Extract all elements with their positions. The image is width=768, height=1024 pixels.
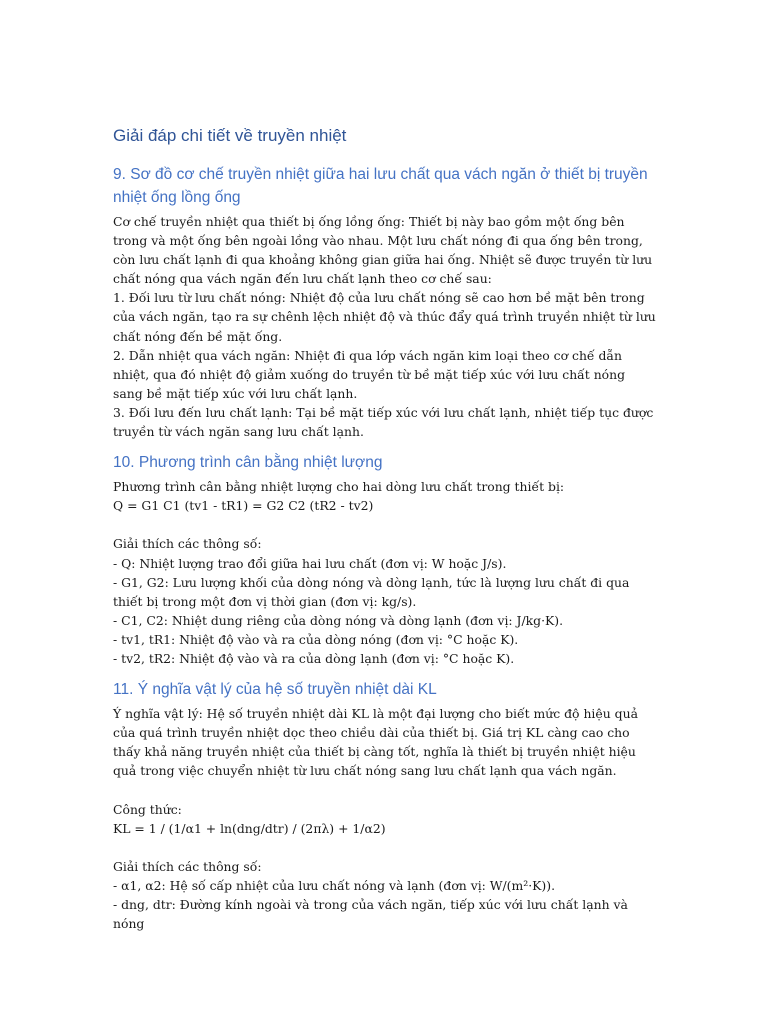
- blank-line: [113, 780, 658, 799]
- paragraph: Phương trình cân bằng nhiệt lượng cho hai dòng lưu chất trong thiết bị:: [113, 479, 565, 495]
- document-content: [113, 124, 658, 943]
- list-item: - Q: Nhiệt lượng trao đổi giữa hai lưu chất (đơn vị: W hoặc J/s).: [113, 555, 507, 571]
- list-item: - α1, α2: Hệ số cấp nhiệt của lưu chất nóng và lạnh (đơn vị: W/(m²·K)).: [113, 877, 556, 893]
- list-item: - C1, C2: Nhiệt dung riêng của dòng nóng và dòng lạnh (đơn vị: J/kg·K).: [113, 612, 564, 628]
- equation: Q = G1 C1 (tv1 - tR1) = G2 C2 (tR2 - tv2): [113, 498, 374, 514]
- section-10: [113, 451, 658, 668]
- paragraph: 3. Đối lưu đến lưu chất lạnh: Tại bề mặt tiếp xúc với lưu chất lạnh, nhiệt tiếp tục được truyền từ vách ngăn sang lưu chất lạnh.: [113, 404, 654, 440]
- document-title: Giải đáp chi tiết về truyền nhiệt: [113, 126, 347, 145]
- paragraph: 2. Dẫn nhiệt qua vách ngăn: Nhiệt đi qua lớp vách ngăn kim loại theo cơ chế dẫn nhiệt, qua đó nhiệt độ giảm xuống do truyền từ bề mặt tiếp xúc với lưu chất nóng sang bề mặt tiếp xúc với lưu chất lạnh.: [113, 347, 626, 401]
- paragraph: Ý nghĩa vật lý: Hệ số truyền nhiệt dài KL là một đại lượng cho biết mức độ hiệu quả của quá trình truyền nhiệt dọc theo chiều dài của thiết bị. Giá trị KL càng cao cho thấy khả năng truyền nhiệt của thiết bị càng tốt, nghĩa là thiết bị truyền nhiệt hiệu quả trong việc chuyển nhiệt từ lưu chất nóng sang lưu chất lạnh qua vách ngăn.: [113, 706, 638, 779]
- paragraph: 1. Đối lưu từ lưu chất nóng: Nhiệt độ của lưu chất nóng sẽ cao hơn bề mặt bên trong của vách ngăn, tạo ra sự chênh lệch nhiệt độ và thúc đẩy quá trình truyền nhiệt từ lưu chất nóng đến bề mặt ống.: [113, 290, 656, 344]
- list-item: - tv2, tR2: Nhiệt độ vào và ra của dòng lạnh (đơn vị: °C hoặc K).: [113, 650, 515, 666]
- list-item: - G1, G2: Lưu lượng khối của dòng nóng và dòng lạnh, tức là lượng lưu chất đi qua thiết bị trong một đơn vị thời gian (đơn vị: kg/s).: [113, 574, 630, 609]
- section-heading: 11. Ý nghĩa vật lý của hệ số truyền nhiệt dài KL: [113, 681, 437, 699]
- blank-line: [113, 838, 658, 857]
- equation: KL = 1 / (1/α1 + ln(dng/dtr) / (2πλ) + 1/α2): [113, 820, 386, 836]
- paragraph: Giải thích các thông số:: [113, 858, 262, 874]
- section-heading: 10. Phương trình cân bằng nhiệt lượng: [113, 454, 383, 472]
- section-11: [113, 678, 658, 933]
- paragraph: Công thức:: [113, 801, 182, 817]
- list-item: - dng, dtr: Đường kính ngoài và trong của vách ngăn, tiếp xúc với lưu chất lạnh và nóng: [113, 897, 628, 932]
- list-item: - tv1, tR1: Nhiệt độ vào và ra của dòng nóng (đơn vị: °C hoặc K).: [113, 631, 519, 647]
- paragraph: Cơ chế truyền nhiệt qua thiết bị ống lồng ống: Thiết bị này bao gồm một ống bên trong và một ống bên ngoài lồng vào nhau. Một lưu chất nóng đi qua ống bên trong, còn lưu chất lạnh đi qua khoảng không gian giữa hai ống. Nhiệt sẽ được truyền từ lưu chất nóng qua vách ngăn đến lưu chất lạnh theo cơ chế sau:: [113, 214, 653, 287]
- paragraph: Giải thích các thông số:: [113, 536, 262, 552]
- blank-line: [113, 515, 658, 534]
- section-9: [113, 163, 658, 441]
- section-heading: 9. Sơ đồ cơ chế truyền nhiệt giữa hai lưu chất qua vách ngăn ở thiết bị truyền nhiệt ống lồng ống: [113, 166, 648, 206]
